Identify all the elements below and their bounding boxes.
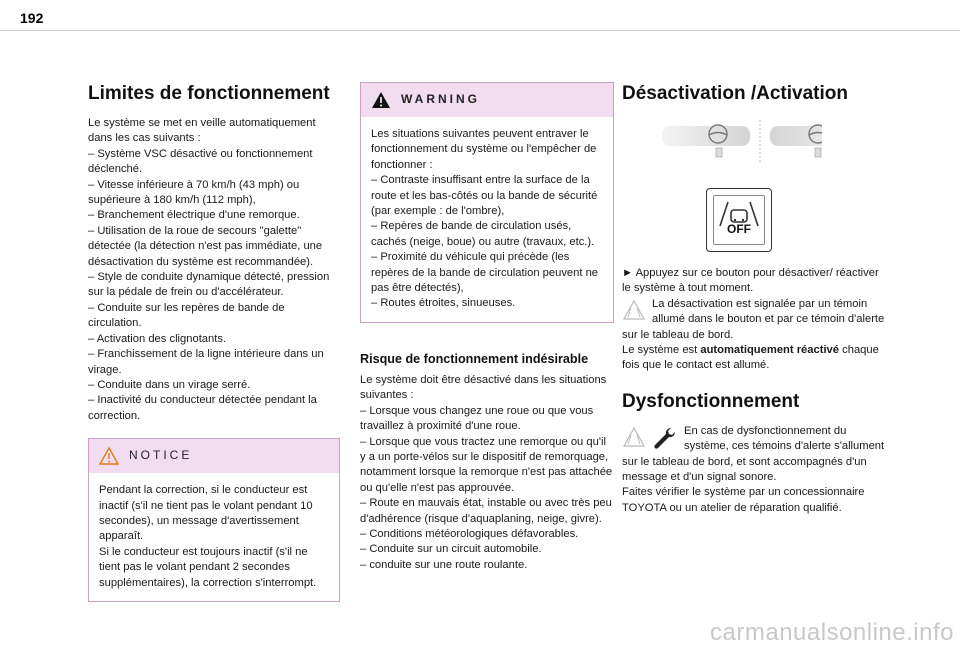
notice-body: Pendant la correction, si le conducteur est inactif (s'il ne tient pas le volant pendant 10 secondes), un message d'avertissement apparaît. Si le conducteur est toujours inactif (s'il ne tient pas le volant pendant 2 secondes supplémentaires), la correction s'interrompt. [99, 484, 317, 589]
warning-header [361, 83, 613, 117]
section-subtitle-risk: Risque de fonctionnement indésirable [360, 351, 589, 366]
warning-danger-icon [371, 91, 391, 109]
notice-body-wrap [89, 473, 339, 601]
warning-body: Les situations suivantes peuvent entraver le fonctionnement du système ou l'empêcher de fonctionner : – Contraste insuffisant entre la surface de la route et les bas-côtés ou la bande de sécurité (par exemple : de l'ombre), – Repères de bande de circulation usés, cachés (neige, boue) ou autre (travaux, etc.). – Proximité du véhicule qui précède (les repères de la bande de circulation peuvent ne pas être détectés), – Routes étroites, sinueuses. [371, 128, 599, 310]
deactivation-indicator-note [622, 297, 890, 343]
limits-body: Le système se met en veille automatiquement dans les cas suivants : – Système VSC désactivé ou fonctionnement déclenché. – Vitesse inférieure à 70 km/h (43 mph) ou supérieure à 180 km/h (112 mph), – Branchement électrique d'une remorque. – Utilisation de la roue de secours "galette" détectée (la détection n'est pas immédiate, une désactivation du système est recommandée). – Style de conduite dynamique détecté, pression sur la pédale de frein ou d'accélérateur. – Conduite sur les repères de bande de circulation. – Activation des clignotants. – Franchissement de la ligne intérieure dans un virage. – Conduite dans un virage serré. – Inactivité du conducteur détectée pendant la correction. [88, 117, 330, 422]
malfunction-block [622, 424, 890, 516]
malfunction-body: En cas de dysfonctionnement du système, ces témoins d'alerte s'allument sur le tableau de bord, et sont accompagnés d'un message et d'un signal sonore. Faites vérifier le système par un concessionnaire TOYOTA ou un atelier de réparation qualifié. [622, 424, 885, 514]
warning-body-wrap [361, 117, 613, 322]
warning-title: WARNING [401, 92, 480, 107]
warning-triangle-icon [99, 447, 119, 465]
reactivation-bold: automatiquement réactivé [700, 344, 840, 357]
lane-warning-indicator-icon [622, 299, 646, 321]
risk-body: Le système doit être désactivé dans les situations suivantes : – Lorsque vous changez une roue ou que vous travaillez à proximité d'une roue. – Lorsque que vous tractez une remorque ou qu'il y a un porte-vélos sur le dispositif de remorquage, notamment lorsque la remorque n'est pas attachée ou qu'elle n'est pas approuvée. – Route en mauvais état, instable ou avec très peu d'adhérence (risque d'aquaplaning, neige, givre). – Conditions météorologiques défavorables. – Conduite sur un circuit automobile. – conduite sur une route roulante. [360, 373, 613, 571]
column-middle [360, 82, 614, 573]
page-number: 192 [20, 10, 44, 26]
notice-box [88, 438, 340, 602]
section-title-malfunction: Dysfonctionnement [622, 390, 800, 412]
notice-title: NOTICE [129, 448, 193, 463]
warning-box [360, 82, 614, 323]
reactivation-note: Le système est automatiquement réactivé chaque fois que le contact est allumé. [622, 344, 879, 372]
top-divider [0, 30, 960, 31]
off-label: OFF [727, 221, 751, 236]
notice-header [89, 439, 339, 473]
watermark: carmanualsonline.info [710, 619, 954, 646]
lane-warning-indicator-icon [622, 426, 646, 448]
deactivate-instruction: ► Appuyez sur ce bouton pour désactiver/ réactiver le système à tout moment. [622, 267, 879, 295]
steering-wheel-icon [622, 116, 822, 178]
lane-keep-off-button-illustration [706, 188, 772, 252]
deactivation-note: La désactivation est signalée par un témoin allumé dans le bouton et par ce témoin d'alerte sur le tableau de bord. [622, 297, 885, 341]
steering-wheel-illustration [622, 116, 890, 178]
column-right [622, 82, 890, 516]
section-title-deactivation: Désactivation /Activation [622, 83, 848, 104]
wrench-icon [652, 426, 678, 452]
section-title-limits: Limites de fonctionnement [88, 83, 330, 104]
column-left [88, 82, 340, 602]
